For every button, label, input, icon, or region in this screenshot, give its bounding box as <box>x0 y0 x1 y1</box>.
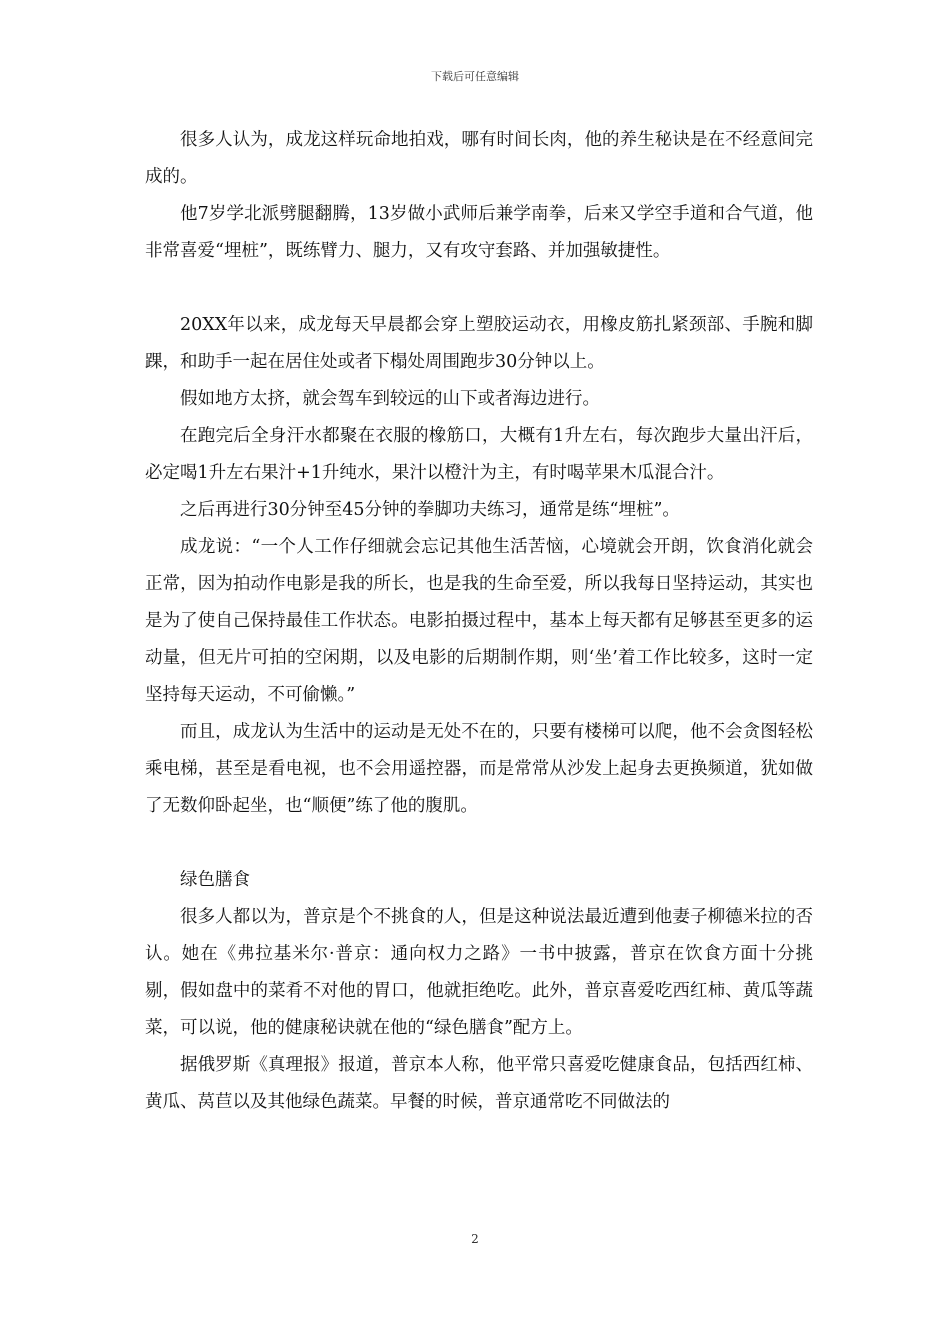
paragraph: 假如地方太挤，就会驾车到较远的山下或者海边进行。 <box>180 389 600 409</box>
document-body <box>145 122 813 1121</box>
paragraph: 很多人都以为，普京是个不挑食的人，但是这种说法最近遭到他妻子柳德米拉的否认。她在《弗拉基米尔·普京：通向权力之路》一书中披露，普京在饮食方面十分挑剔，假如盘中的菜肴不对他的胃口，他就拒绝吃。此外，普京喜爱吃西红柿、黄瓜等蔬菜，可以说，他的健康秘诀就在他的“绿色膳食”配方上。 <box>145 907 813 1038</box>
page-number: 2 <box>471 1232 479 1246</box>
paragraph: 20XX年以来，成龙每天早晨都会穿上塑胶运动衣，用橡皮筋扎紧颈部、手腕和脚踝，和助手一起在居住处或者下榻处周围跑步30分钟以上。 <box>145 315 813 372</box>
paragraph: 在跑完后全身汗水都聚在衣服的橡筋口，大概有1升左右，每次跑步大量出汗后，必定喝1升左右果汁+1升纯水，果汁以橙汁为主，有时喝苹果木瓜混合汁。 <box>145 426 813 483</box>
blank-line <box>145 825 813 862</box>
section-heading: 绿色膳食 <box>180 870 250 890</box>
paragraph: 之后再进行30分钟至45分钟的拳脚功夫练习，通常是练“埋桩”。 <box>180 500 680 520</box>
blank-line <box>145 270 813 307</box>
paragraph: 据俄罗斯《真理报》报道，普京本人称，他平常只喜爱吃健康食品，包括西红柿、黄瓜、莴苣以及其他绿色蔬菜。早餐的时候，普京通常吃不同做法的 <box>145 1055 813 1112</box>
paragraph: 而且，成龙认为生活中的运动是无处不在的，只要有楼梯可以爬，他不会贪图轻松乘电梯，甚至是看电视，也不会用遥控器，而是常常从沙发上起身去更换频道，犹如做了无数仰卧起坐，也“顺便”练了他的腹肌。 <box>145 722 813 816</box>
paragraph: 很多人认为，成龙这样玩命地拍戏，哪有时间长肉，他的养生秘诀是在不经意间完成的。 <box>145 130 813 187</box>
paragraph: 成龙说：“一个人工作仔细就会忘记其他生活苦恼，心境就会开朗，饮食消化就会正常，因为拍动作电影是我的所长，也是我的生命至爱，所以我每日坚持运动，其实也是为了使自己保持最佳工作状态。电影拍摄过程中，基本上每天都有足够甚至更多的运动量，但无片可拍的空闲期，以及电影的后期制作期，则‘坐’着工作比较多，这时一定坚持每天运动，不可偷懒。” <box>145 537 813 705</box>
page-header: 下载后可任意编辑 <box>431 70 519 83</box>
paragraph: 他7岁学北派劈腿翻腾，13岁做小武师后兼学南拳，后来又学空手道和合气道，他非常喜爱“埋桩”，既练臂力、腿力，又有攻守套路、并加强敏捷性。 <box>145 204 813 261</box>
